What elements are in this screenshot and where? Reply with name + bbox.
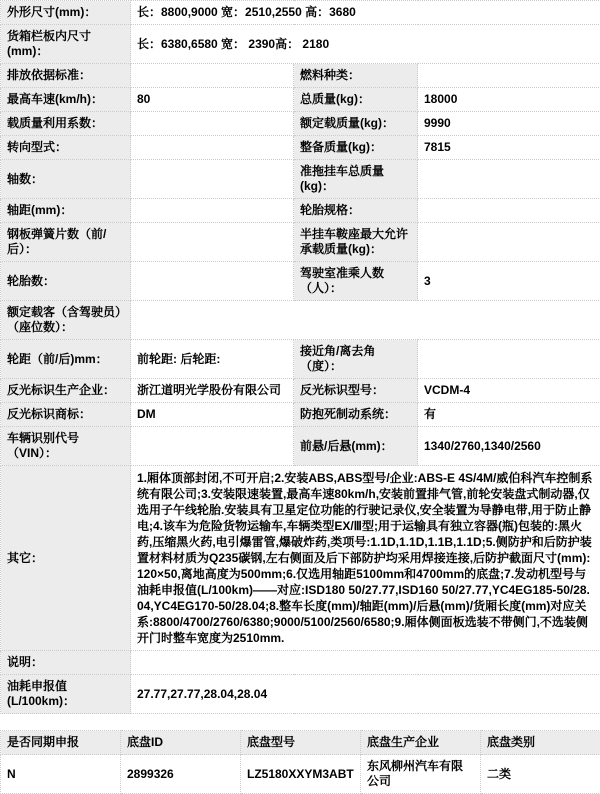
chassis-header-cell: 底盘生产企业 [361,731,481,755]
spec-value-cell: 长：6380,6580 宽： 2390高： 2180 [131,25,600,64]
spec-value-cell [418,199,600,223]
spec-label-cell: 载质量利用系数： [1,112,131,136]
spec-value-cell [131,223,294,262]
spec-label-cell: 总质量(kg)： [294,88,418,112]
spec-label-cell: 外形尺寸(mm)： [1,1,131,25]
spec-label-cell: 前悬/后悬(mm)： [294,427,418,466]
table-row [1,675,600,714]
table-row [1,301,600,340]
spec-value-cell [131,262,294,301]
table-row [1,1,600,25]
table-row [1,262,600,301]
spec-label-cell: 额定载客（含驾驶员）（座位数）： [1,301,131,340]
chassis-value-cell: 2899326 [121,755,241,794]
chassis-header-cell: 底盘ID [121,731,241,755]
table-gap [0,714,600,730]
spec-label-cell: 转向型式： [1,136,131,160]
spec-value-cell [418,223,600,262]
spec-value-cell [131,301,600,340]
spec-value-cell [418,340,600,379]
table-row [1,427,600,466]
spec-value-cell: 有 [418,403,600,427]
spec-label-cell: 说明： [1,651,131,675]
spec-label-cell: 半挂车鞍座最大允许承载质量(kg)： [294,223,418,262]
spec-label-cell: 燃料种类： [294,64,418,88]
table-row [1,160,600,199]
spec-label-cell: 货箱栏板内尺寸(mm)： [1,25,131,64]
spec-label-cell: 钢板弹簧片数（前/后）： [1,223,131,262]
chassis-table [0,730,600,794]
table-row [1,88,600,112]
spec-label-cell: 最高车速(km/h)： [1,88,131,112]
table-row [1,755,600,794]
spec-value-cell [131,112,294,136]
spec-label-cell: 轮胎数： [1,262,131,301]
table-row [1,64,600,88]
spec-label-cell: 驾驶室准乘人数（人）： [294,262,418,301]
spec-value-cell [131,64,294,88]
spec-value-cell [131,199,294,223]
chassis-value-cell: LZ5180XXYM3ABT [241,755,361,794]
spec-value-cell: 1.厢体顶部封闭,不可开启;2.安装ABS,ABS型号/企业:ABS-E 4S/4M/威伯科汽车控制系统有限公司;3.安装限速装置,最高车速80km/h,安装前置排气管,前轮安装盘式制动器,仅选用子午线轮胎.安装具有卫星定位功能的行驶记录仪,安全装置为导静电带,用于防止静电;4.该车为危险货物运输车,车辆类型EX/Ⅲ型;用于运输具有独立容器(瓶)包装的:黑火药,压缩黑火药,电引爆雷管,爆破炸药,类项号:1.1D,1.1D,1.1B,1.1D;5.侧防护和后防护装置材料材质为Q235碳钢,左右侧面及后下部防护均采用焊接连接,后防护截面尺寸(mm):120×50,离地高度为500mm;6.仅选用轴距5100mm和4700mm的底盘;7.发动机型号与油耗申报值(L/100km)——对应:ISD180 50/27.77,ISD160 50/27.77,YC4EG185-50/28.04,YC4EG170-50/28.04;8.整车长度(mm)/轴距(mm)/后悬(mm)/货厢长度(mm)对应关系:8800/4700/2760/6380;9000/5100/2560/6580;9.厢体侧面板选装不带侧门,不选装侧开门时整车宽度为2510mm. [131,466,600,651]
chassis-header-cell: 是否同期申报 [1,731,121,755]
table-row [1,403,600,427]
spec-label-cell: 反光标识商标： [1,403,131,427]
spec-value-cell: VCDM-4 [418,379,600,403]
spec-value-cell [131,136,294,160]
table-row [1,379,600,403]
spec-value-cell: 7815 [418,136,600,160]
spec-value-cell: 浙江道明光学股份有限公司 [131,379,294,403]
table-row [1,340,600,379]
spec-label-cell: 轮胎规格： [294,199,418,223]
spec-value-cell: 1340/2760,1340/2560 [418,427,600,466]
spec-value-cell: 3 [418,262,600,301]
spec-value-cell: 前轮距: 后轮距: [131,340,294,379]
spec-value-cell: 27.77,27.77,28.04,28.04 [131,675,600,714]
chassis-value-cell: N [1,755,121,794]
chassis-header-cell: 底盘类别 [481,731,600,755]
spec-value-cell: 18000 [418,88,600,112]
spec-value-cell: DM [131,403,294,427]
spec-label-cell: 排放依据标准： [1,64,131,88]
spec-label-cell: 轴数： [1,160,131,199]
spec-label-cell: 轴距(mm)： [1,199,131,223]
spec-label-cell: 反光标识型号： [294,379,418,403]
spec-value-cell: 80 [131,88,294,112]
spec-label-cell: 其它： [1,466,131,651]
spec-value-cell [418,160,600,199]
chassis-value-cell: 二类 [481,755,600,794]
spec-value-cell [131,427,294,466]
chassis-header-cell: 底盘型号 [241,731,361,755]
spec-label-cell: 额定载质量(kg)： [294,112,418,136]
spec-value-cell [131,651,600,675]
spec-label-cell: 整备质量(kg)： [294,136,418,160]
table-row [1,112,600,136]
spec-label-cell: 车辆识别代号（VIN）： [1,427,131,466]
spec-label-cell: 轮距（前/后)mm： [1,340,131,379]
spec-label-cell: 防抱死制动系统： [294,403,418,427]
table-row [1,651,600,675]
chassis-header-row [1,731,600,755]
spec-value-cell [418,64,600,88]
table-row [1,223,600,262]
chassis-value-cell: 东风柳州汽车有限公司 [361,755,481,794]
spec-value-cell: 9990 [418,112,600,136]
spec-value-cell [131,160,294,199]
spec-label-cell: 接近角/离去角（度）： [294,340,418,379]
spec-label-cell: 油耗申报值(L/100km)： [1,675,131,714]
spec-label-cell: 准拖挂车总质量(kg)： [294,160,418,199]
table-row [1,136,600,160]
table-row [1,199,600,223]
table-row [1,25,600,64]
spec-value-cell: 长：8800,9000 宽：2510,2550 高：3680 [131,1,600,25]
table-row [1,466,600,651]
spec-label-cell: 反光标识生产企业： [1,379,131,403]
